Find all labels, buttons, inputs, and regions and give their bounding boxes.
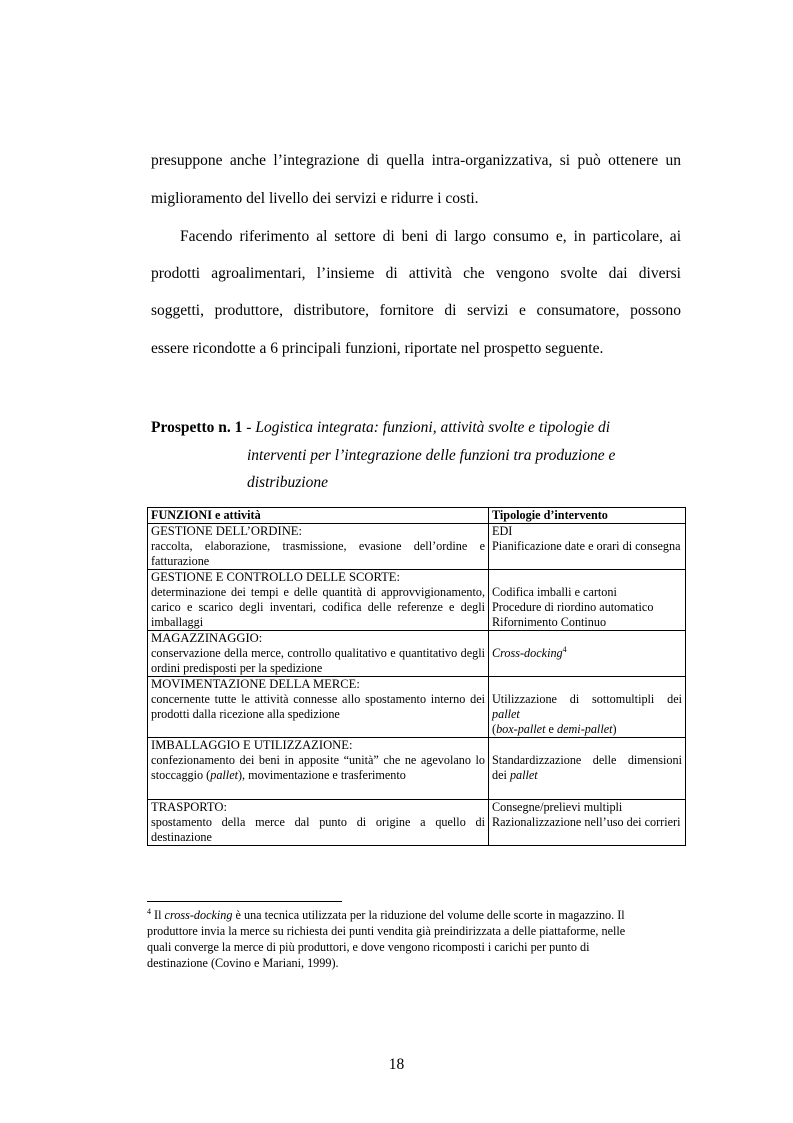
intervention-italic: pallet [509, 768, 538, 782]
table-row [148, 631, 686, 677]
paragraph-line: miglioramento del livello dei servizi e ridurre i costi. [151, 190, 479, 207]
footnote [147, 907, 681, 971]
desc-text: confezionamento dei beni in apposite “unità” che ne agevolano lo stoccaggio ( [151, 753, 485, 782]
header-functions [148, 508, 489, 524]
intervention-item: Rifornimento Continuo [492, 615, 607, 629]
table-row [148, 570, 686, 631]
caption-title-line: distribuzione [247, 474, 328, 491]
intervention-text: Cross-docking [492, 646, 563, 660]
table-row [148, 524, 686, 570]
intervention-text: box-pallet [496, 722, 546, 736]
header-interventions: Tipologie d’intervento [489, 508, 686, 524]
caption-title-line: Logistica integrata: funzioni, attività svolte e tipologie di [255, 419, 611, 436]
intervention-cell [489, 570, 686, 631]
intervention-item: pallet [492, 707, 520, 721]
function-title: GESTIONE DELL’ORDINE: [151, 524, 302, 538]
function-cell [148, 677, 489, 738]
intervention-item: EDI [492, 524, 513, 538]
intervention-cell [489, 800, 686, 846]
function-description [151, 753, 485, 783]
footnote-text: è una tecnica utilizzata per la riduzione del volume delle scorte in magazzino. Il [232, 908, 625, 922]
conjunction: e [545, 722, 557, 736]
paragraph-line: prodotti agroalimentari, l’insieme di attività che vengono svolte dai diversi [151, 265, 681, 282]
function-title: MAGAZZINAGGIO: [151, 631, 263, 645]
footnote-text: Il [151, 908, 165, 922]
footnote-italic: cross-docking [164, 908, 233, 922]
table-row [148, 677, 686, 738]
intervention-cell [489, 524, 686, 570]
table-row [148, 800, 686, 846]
footnote-ref: 4 [562, 644, 567, 654]
table-header-row [148, 508, 686, 524]
function-title: GESTIONE E CONTROLLO DELLE SCORTE: [151, 570, 400, 584]
paragraph-line: Facendo riferimento al settore di beni di largo consumo e, in particolare, ai [180, 228, 681, 245]
table-caption-cont [247, 447, 615, 465]
caption-label: Prospetto n. 1 [151, 419, 243, 436]
footnote-separator [147, 901, 342, 902]
intervention-cell [489, 631, 686, 677]
function-description: concernente tutte le attività connesse allo spostamento interno dei prodotti dalla ricezione alla spedizione [151, 692, 485, 721]
intervention-item: Razionalizzazione nell’uso dei corrieri [492, 815, 681, 829]
function-cell [148, 631, 489, 677]
paragraph-line: presuppone anche l’integrazione di quella intra-organizzativa, si può ottenere un [151, 152, 681, 169]
footnote-line: produttore invia la merce su richiesta dei punti vendita già preindirizzata a delle piattaforme, nelle [147, 924, 626, 938]
footnote-line [147, 907, 681, 923]
intervention-item: Procedure di riordino automatico [492, 600, 654, 614]
function-description: raccolta, elaborazione, trasmissione, evasione dell’ordine e fatturazione [151, 539, 485, 568]
paragraph-line: soggetti, produttore, distributore, fornitore di servizi e consumatore, possono [151, 302, 681, 319]
function-title: IMBALLAGGIO E UTILIZZAZIONE: [151, 738, 353, 752]
footnote-line: destinazione (Covino e Mariani, 1999). [147, 956, 339, 970]
intervention-cell [489, 738, 686, 800]
intervention-item [492, 722, 682, 737]
intervention-text: demi-pallet [557, 722, 613, 736]
function-title: TRASPORTO: [151, 800, 227, 814]
function-title: MOVIMENTAZIONE DELLA MERCE: [151, 677, 360, 691]
caption-separator: - [242, 419, 256, 436]
table-row [148, 738, 686, 800]
footnote-line: quali converge la merce di più produttori, e dove vengono ricomposti i carichi per punto di [147, 940, 590, 954]
intervention-item: Codifica imballi e cartoni [492, 585, 617, 599]
header-functions-bold: FUNZIONI [151, 508, 212, 522]
intervention-item [492, 646, 682, 661]
desc-italic: pallet [210, 768, 238, 782]
header-functions-rest: e attività [211, 508, 261, 522]
function-cell [148, 570, 489, 631]
paren: ) [612, 722, 617, 736]
functions-table [147, 507, 686, 846]
desc-text: ), movimentazione e trasferimento [238, 768, 406, 782]
paren: ( [492, 722, 497, 736]
function-cell [148, 524, 489, 570]
intervention-item: Pianificazione date e orari di consegna [492, 539, 681, 553]
intervention-cell [489, 677, 686, 738]
function-cell [148, 738, 489, 800]
function-cell [148, 800, 489, 846]
table-caption [151, 419, 610, 437]
function-description: conservazione della merce, controllo qualitativo e quantitativo degli ordini predisposti per la spedizione [151, 646, 485, 675]
intervention-item: Consegne/prelievi multipli [492, 800, 623, 814]
caption-title-line: interventi per l’integrazione delle funzioni tra produzione e [247, 447, 616, 464]
page-number: 18 [388, 1056, 405, 1073]
paragraph-line: essere ricondotte a 6 principali funzioni, riportate nel prospetto seguente. [151, 340, 604, 357]
function-description: determinazione dei tempi e delle quantità di approvvigionamento, carico e scarico degli inventari, codifica delle referenze e degli imballaggi [151, 585, 485, 629]
intervention-item: Utilizzazione di sottomultipli dei [492, 692, 682, 706]
function-description: spostamento della merce dal punto di origine a quello di destinazione [151, 815, 485, 844]
intervention-item [492, 753, 682, 783]
intervention-text: Standardizzazione delle dimensioni dei [492, 753, 682, 782]
table-caption-cont [247, 474, 328, 492]
footnote-mark: 4 [147, 906, 151, 916]
